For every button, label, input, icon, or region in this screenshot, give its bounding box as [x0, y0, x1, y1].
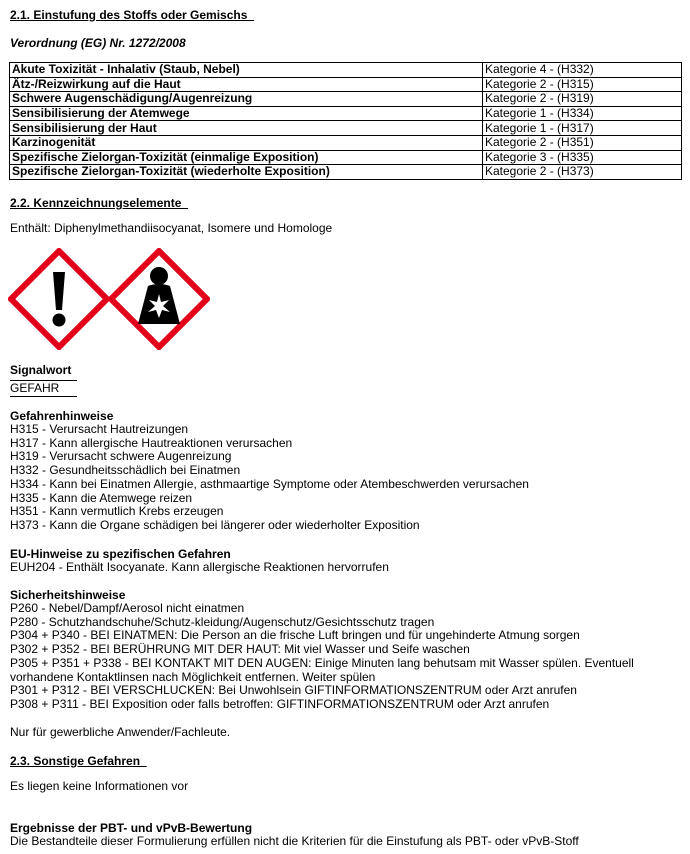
hazard-class: Akute Toxizität - Inhalativ (Staub, Nebel)	[10, 63, 483, 78]
hazard-class: Sensibilisierung der Atemwege	[10, 106, 483, 121]
classification-table	[9, 62, 682, 180]
table-row	[10, 106, 682, 121]
hazard-statements-list	[10, 423, 680, 533]
pbt-heading: Ergebnisse der PBT- und vPvB-Bewertung	[10, 821, 253, 835]
table-row	[10, 77, 682, 92]
table-row	[10, 135, 682, 150]
pbt-text: Die Bestandteile dieser Formulierung erfüllen nicht die Kriterien für die Einstufung als PBT- oder vPvB-Stoff	[10, 834, 579, 848]
hazard-statements-heading: Gefahrenhinweise	[10, 409, 114, 423]
hazard-class: Ätz-/Reizwirkung auf die Haut	[10, 77, 483, 92]
hazard-class: Karzinogenität	[10, 135, 483, 150]
hazard-category: Kategorie 3 - (H335)	[483, 150, 682, 165]
exclamation-mark-icon	[8, 248, 110, 350]
table-row	[10, 121, 682, 136]
eu-statements-heading: EU-Hinweise zu spezifischen Gefahren	[10, 547, 231, 561]
divider	[10, 396, 77, 397]
hazard-category: Kategorie 2 - (H351)	[483, 135, 682, 150]
signal-word-value: GEFAHR	[10, 381, 60, 395]
list-item: H335 - Kann die Atemwege reizen	[10, 490, 193, 505]
contains-statement: Enthält: Diphenylmethandiisocyanat, Isomere und Homologe	[10, 221, 333, 235]
list-item: P308 + P311 - BEI Exposition oder falls betroffen: GIFTINFORMATIONSZENTRUM oder Arzt anrufen	[10, 696, 550, 711]
list-item: P301 + P312 - BEI VERSCHLUCKEN: Bei Unwohlsein GIFTINFORMATIONSZENTRUM oder Arzt anrufen	[10, 683, 577, 698]
professional-use-note: Nur für gewerbliche Anwender/Fachleute.	[10, 725, 231, 739]
section-2-2-title: 2.2. Kennzeichnungselemente	[10, 196, 189, 210]
list-item: H373 - Kann die Organe schädigen bei längerer oder wiederholter Exposition	[10, 517, 420, 532]
list-item: P280 - Schutzhandschuhe/Schutz-kleidung/Augenschutz/Gesichtsschutz tragen	[10, 614, 435, 629]
list-item: P304 + P340 - BEI EINATMEN: Die Person an die frische Luft bringen und für ungehinderte Atmung sorgen	[10, 628, 580, 643]
list-item: P302 + P352 - BEI BERÜHRUNG MIT DER HAUT: Mit viel Wasser und Seife waschen	[10, 642, 470, 657]
precautionary-statements-list	[10, 602, 670, 712]
table-row	[10, 92, 682, 107]
list-item: P305 + P351 + P338 - BEI KONTAKT MIT DEN AUGEN: Einige Minuten lang behutsam mit Wasser spülen. Eventuell vorhandene Kontaktlinsen nach Möglichkeit entfernen. Weiter spülen	[10, 655, 634, 684]
hazard-class: Spezifische Zielorgan-Toxizität (wiederholte Exposition)	[10, 165, 483, 180]
section-2-3-title: 2.3. Sonstige Gefahren	[10, 754, 147, 768]
list-item: H332 - Gesundheitsschädlich bei Einatmen	[10, 463, 241, 478]
health-hazard-icon	[108, 248, 210, 350]
regulation-reference: Verordnung (EG) Nr. 1272/2008	[10, 36, 186, 50]
list-item: H319 - Verursacht schwere Augenreizung	[10, 449, 232, 464]
list-item: EUH204 - Enthält Isocyanate. Kann allergische Reaktionen hervorrufen	[10, 560, 389, 574]
hazard-category: Kategorie 2 - (H319)	[483, 92, 682, 107]
table-row	[10, 165, 682, 180]
list-item: H351 - Kann vermutlich Krebs erzeugen	[10, 504, 224, 519]
other-hazards-text: Es liegen keine Informationen vor	[10, 779, 189, 793]
hazard-category: Kategorie 1 - (H317)	[483, 121, 682, 136]
hazard-class: Sensibilisierung der Haut	[10, 121, 483, 136]
list-item: P260 - Nebel/Dampf/Aerosol nicht einatmen	[10, 601, 245, 615]
signal-word-heading: Signalwort	[10, 363, 72, 377]
list-item: H315 - Verursacht Hautreizungen	[10, 422, 189, 436]
hazard-category: Kategorie 1 - (H334)	[483, 106, 682, 121]
hazard-category: Kategorie 2 - (H315)	[483, 77, 682, 92]
hazard-class: Spezifische Zielorgan-Toxizität (einmalige Exposition)	[10, 150, 483, 165]
table-row	[10, 63, 682, 78]
hazard-class: Schwere Augenschädigung/Augenreizung	[10, 92, 483, 107]
precautionary-statements-heading: Sicherheitshinweise	[10, 588, 126, 602]
hazard-category: Kategorie 2 - (H373)	[483, 165, 682, 180]
hazard-category: Kategorie 4 - (H332)	[483, 63, 682, 78]
section-2-1-title: 2.1. Einstufung des Stoffs oder Gemischs	[10, 8, 255, 22]
list-item: H317 - Kann allergische Hautreaktionen verursachen	[10, 435, 293, 450]
list-item: H334 - Kann bei Einatmen Allergie, asthmaartige Symptome oder Atembeschwerden verursachen	[10, 476, 529, 491]
table-row	[10, 150, 682, 165]
